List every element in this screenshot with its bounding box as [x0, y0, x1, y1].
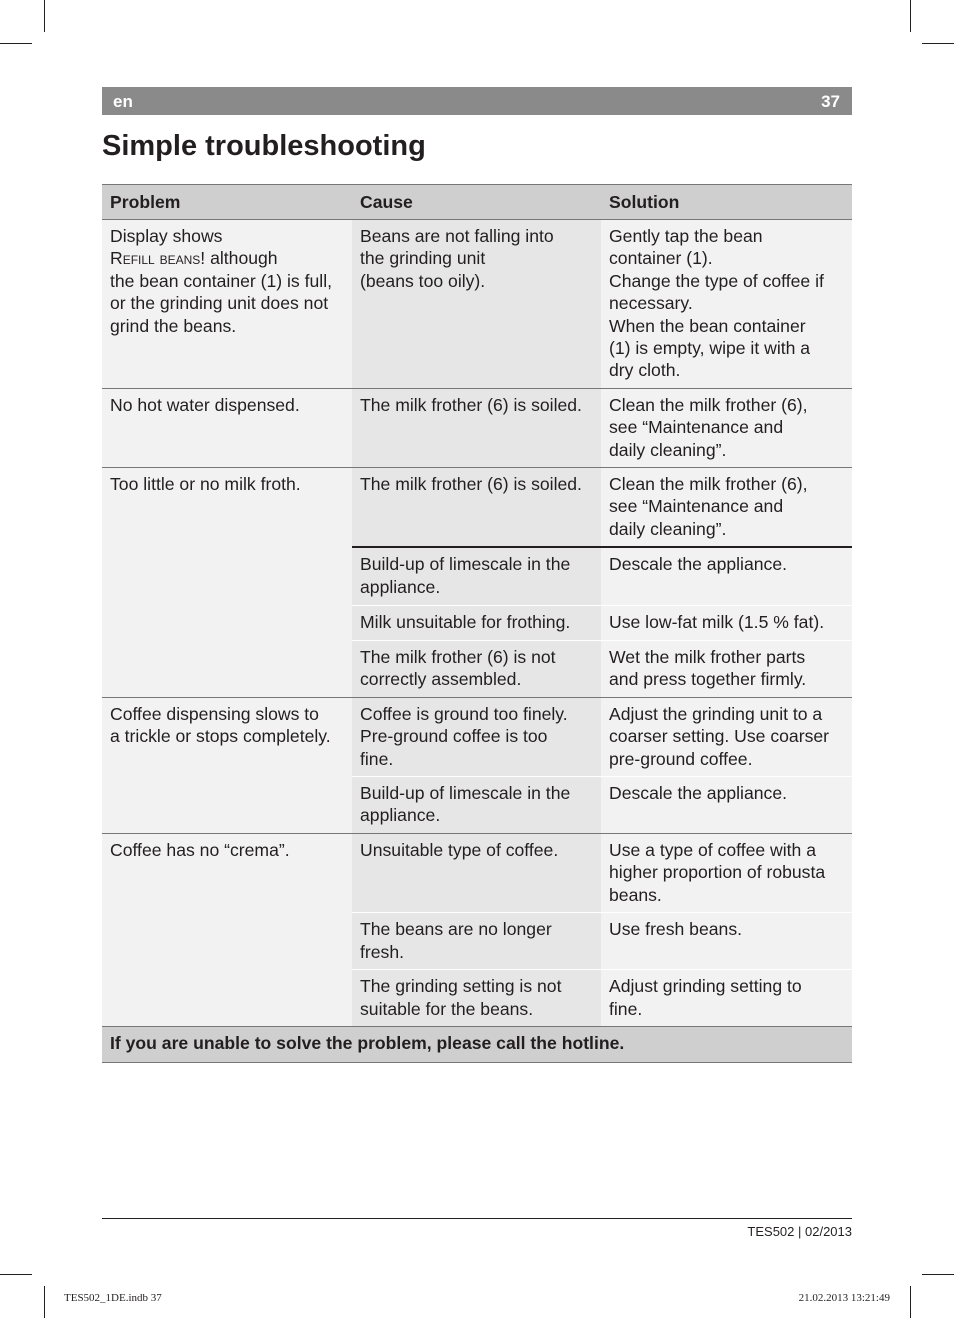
solution-cell [601, 388, 852, 467]
solution-cell [601, 776, 852, 833]
table-row [102, 220, 852, 389]
text-line: Clean the milk frother (6), [609, 394, 808, 415]
text-line: Coffee has no “crema”. [110, 839, 290, 860]
solution-cell [601, 606, 852, 640]
problem-cell [102, 833, 352, 1026]
table-row [102, 468, 852, 548]
text-line: The beans are no longer [360, 919, 552, 940]
text-line: Build-up of limescale in the [360, 554, 571, 575]
text-line: Use fresh beans. [609, 919, 743, 940]
text-line: Beans are not falling into [360, 226, 554, 246]
crop-mark [910, 1286, 911, 1318]
table-header-row [102, 185, 852, 220]
text-line: Clean the milk frother (6), [609, 474, 808, 495]
text-line: suitable for the beans. [360, 998, 534, 1019]
text-line: beans. [609, 884, 662, 905]
solution-cell [601, 970, 852, 1027]
text-line: necessary. [609, 293, 693, 314]
column-header-cause: Cause [352, 185, 601, 220]
crop-mark [0, 43, 32, 44]
text-line: Descale the appliance. [609, 554, 788, 575]
text-line: The milk frother (6) is not [360, 646, 556, 667]
text-line: container (1). [609, 248, 713, 269]
text-line: the bean container (1) is full, [110, 270, 333, 291]
text-line: Use a type of coffee with a [609, 839, 817, 860]
cause-cell [352, 388, 601, 467]
cause-cell [352, 640, 601, 697]
text-line: The milk frother (6) is soiled. [360, 394, 582, 415]
text-line: coarser setting. Use coarser [609, 726, 830, 747]
crop-mark [922, 1274, 954, 1275]
crop-mark [44, 0, 45, 32]
print-slug-left: TES502_1DE.indb 37 [64, 1292, 162, 1304]
cause-cell [352, 776, 601, 833]
crop-mark [910, 0, 911, 32]
page-number: 37 [821, 92, 840, 111]
solution-cell [601, 833, 852, 912]
text-line: No hot water dispensed. [110, 394, 300, 415]
solution-cell [601, 468, 852, 548]
text-line: appliance. [360, 805, 441, 826]
text-line: The grinding setting is not [360, 976, 562, 997]
text-line: (1) is empty, wipe it with a [609, 338, 811, 359]
text-line: Gently tap the bean [609, 226, 763, 246]
text-line: The milk frother (6) is soiled. [360, 474, 582, 495]
column-header-solution: Solution [601, 185, 852, 220]
solution-cell [601, 220, 852, 389]
problem-cell [102, 468, 352, 698]
page-title: Simple troubleshooting [102, 130, 426, 162]
solution-cell [601, 547, 852, 606]
text-line: Coffee dispensing slows to [110, 703, 319, 724]
text-line: Wet the milk frother parts [609, 646, 806, 667]
cause-cell [352, 220, 601, 389]
text-line: correctly assembled. [360, 669, 522, 690]
cause-cell [352, 970, 601, 1027]
text-line: When the bean container [609, 315, 806, 336]
cause-cell [352, 833, 601, 912]
text-line: and press together firmly. [609, 669, 807, 690]
page-header-bar [102, 87, 852, 115]
text-line: Coffee is ground too finely. [360, 703, 568, 724]
text-line: Adjust grinding setting to [609, 976, 802, 997]
text-line: pre-ground coffee. [609, 748, 753, 769]
text-line: Descale the appliance. [609, 782, 788, 803]
text-line: dry cloth. [609, 360, 681, 381]
troubleshooting-table [102, 184, 852, 1063]
text-line: Milk unsuitable for frothing. [360, 612, 571, 633]
model-date: TES502 | 02/2013 [747, 1224, 852, 1239]
table-footer-row [102, 1027, 852, 1063]
language-code: en [113, 92, 133, 111]
crop-mark [922, 43, 954, 44]
cause-cell [352, 606, 601, 640]
text-line: daily cleaning”. [609, 518, 727, 539]
text-line: a trickle or stops completely. [110, 726, 331, 747]
column-header-problem: Problem [102, 185, 352, 220]
cause-cell [352, 913, 601, 970]
text-line: daily cleaning”. [609, 439, 727, 460]
print-slug-right: 21.02.2013 13:21:49 [798, 1292, 890, 1304]
solution-cell [601, 913, 852, 970]
text-line [110, 247, 344, 269]
text-line: (beans too oily). [360, 270, 486, 291]
crop-mark [44, 1286, 45, 1318]
text-line: Too little or no milk froth. [110, 474, 301, 495]
hotline-note: If you are unable to solve the problem, please call the hotline. [102, 1027, 852, 1063]
text-line: fine. [360, 748, 394, 769]
text-line: the grinding unit [360, 248, 486, 269]
text-line: Change the type of coffee if [609, 270, 824, 291]
cause-cell [352, 547, 601, 606]
text-line: higher proportion of robusta [609, 862, 826, 883]
text-line: fine. [609, 998, 643, 1019]
problem-cell [102, 388, 352, 467]
solution-cell [601, 640, 852, 697]
text-line: Display shows [110, 226, 223, 246]
cause-cell [352, 697, 601, 776]
solution-cell [601, 697, 852, 776]
problem-cell [102, 697, 352, 833]
text-line: grind the beans. [110, 315, 237, 336]
text-fragment: although [205, 248, 278, 269]
footer-divider [102, 1218, 852, 1219]
display-message: Refill beans! [110, 248, 206, 269]
text-line: Unsuitable type of coffee. [360, 839, 559, 860]
table-row [102, 697, 852, 776]
table-row [102, 388, 852, 467]
cause-cell [352, 468, 601, 548]
text-line: see “Maintenance and [609, 417, 784, 438]
text-line: or the grinding unit does not [110, 293, 329, 314]
problem-cell [102, 220, 352, 389]
text-line: fresh. [360, 941, 405, 962]
crop-mark [0, 1274, 32, 1275]
text-line: Pre-ground coffee is too [360, 726, 548, 747]
text-line: Build-up of limescale in the [360, 782, 571, 803]
text-line: Use low-fat milk (1.5 % fat). [609, 612, 825, 633]
text-line: see “Maintenance and [609, 496, 784, 517]
table-row [102, 833, 852, 912]
text-line: Adjust the grinding unit to a [609, 703, 823, 724]
text-line: appliance. [360, 576, 441, 597]
